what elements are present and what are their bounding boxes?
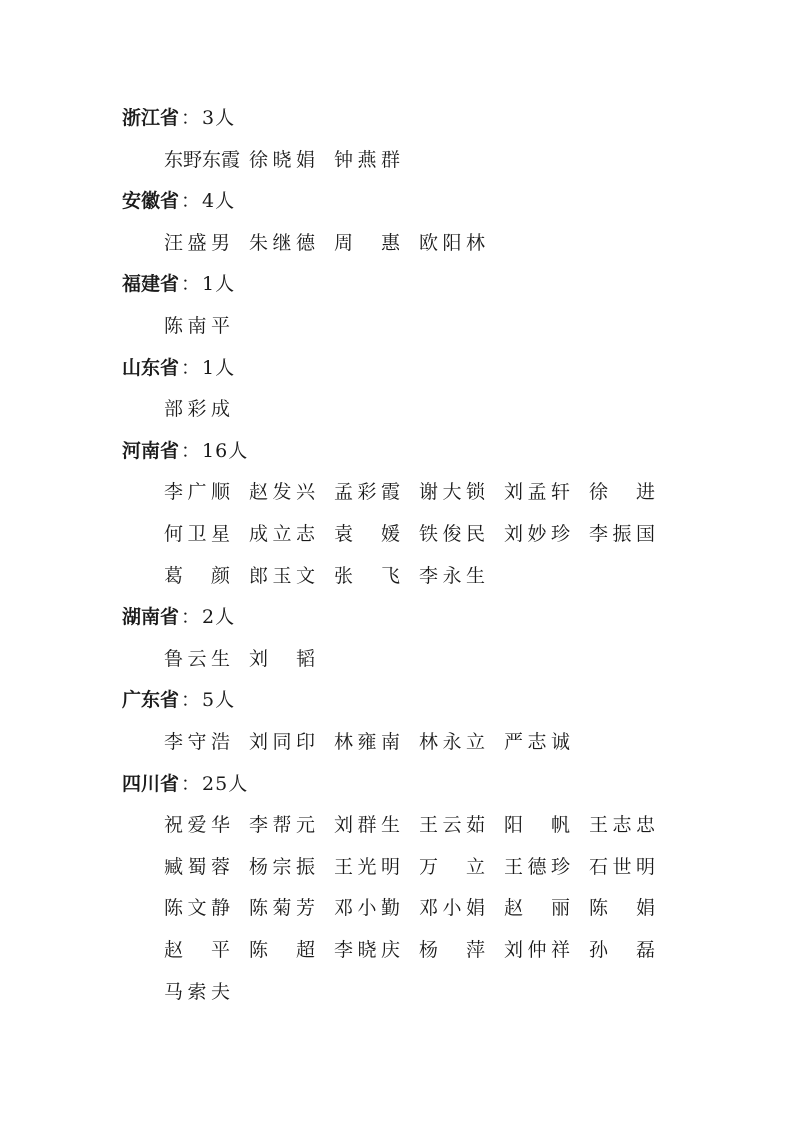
province-heading	[122, 602, 235, 632]
person-name: 杨 宗 振	[249, 855, 315, 878]
person-count: 1人	[202, 356, 236, 379]
person-name: 陈 超	[249, 939, 315, 961]
province-heading	[122, 685, 235, 715]
person-count: 16人	[202, 439, 249, 462]
person-name: 李 晓 庆	[334, 939, 400, 961]
person-name: 林 永 立	[419, 731, 485, 753]
person-count: 1人	[202, 273, 236, 296]
province-name: 浙江省	[122, 107, 180, 129]
person-name: 陈 娟	[589, 897, 655, 920]
person-name: 刘 妙 珍	[504, 523, 570, 545]
person-name: 林 雍 南	[334, 731, 400, 753]
person-name: 欧 阳 林	[419, 231, 485, 254]
person-count: 3人	[202, 107, 236, 129]
colon: ：	[181, 356, 201, 379]
person-name: 李 永 生	[419, 564, 485, 587]
person-name: 葛 颜	[164, 564, 230, 587]
person-name: 孟 彩 霞	[334, 481, 400, 504]
colon: ：	[181, 190, 201, 213]
person-name: 钟 燕 群	[334, 148, 400, 171]
colon: ：	[181, 273, 201, 296]
person-name: 孙 磊	[589, 939, 655, 961]
person-name: 邓 小 勤	[334, 897, 400, 920]
person-name: 铁 俊 民	[419, 523, 485, 545]
person-name: 朱 继 德	[249, 231, 315, 254]
colon: ：	[181, 689, 201, 712]
person-name: 刘 同 印	[249, 731, 315, 753]
province-heading	[122, 353, 235, 383]
person-name: 何 卫 星	[164, 523, 230, 545]
person-name: 王 云 茹	[419, 814, 485, 837]
person-count: 5人	[202, 689, 236, 712]
person-name: 赵 丽	[504, 897, 570, 920]
person-name: 李 守 浩	[164, 731, 230, 753]
person-name: 赵 发 兴	[249, 481, 315, 504]
person-name: 徐 进	[589, 481, 655, 504]
person-name: 李 广 顺	[164, 481, 230, 504]
person-name: 成 立 志	[249, 523, 315, 545]
person-name: 陈 菊 芳	[249, 897, 315, 920]
person-name: 周 惠	[334, 231, 400, 254]
person-name: 阳 帆	[504, 814, 570, 837]
person-name: 李 振 国	[589, 523, 655, 545]
province-name: 四川省	[122, 772, 180, 795]
colon: ：	[181, 606, 201, 629]
person-name: 东 野 东 霞	[164, 148, 241, 171]
person-name: 郎 玉 文	[249, 564, 315, 587]
colon: ：	[181, 772, 201, 795]
person-name: 刘 群 生	[334, 814, 400, 837]
person-name: 马 索 夫	[164, 980, 230, 1003]
person-name: 谢 大 锁	[419, 481, 485, 504]
province-name: 安徽省	[122, 190, 180, 213]
person-name: 王 光 明	[334, 855, 400, 878]
province-name: 湖南省	[122, 606, 180, 629]
person-name: 袁 媛	[334, 523, 400, 545]
person-name: 王 德 珍	[504, 855, 570, 878]
person-name: 赵 平	[164, 939, 230, 961]
person-name: 陈 南 平	[164, 315, 230, 337]
province-heading	[122, 436, 248, 466]
province-heading	[122, 186, 235, 216]
colon: ：	[181, 107, 201, 129]
person-count: 4人	[202, 190, 236, 213]
person-name: 李 帮 元	[249, 814, 315, 837]
person-count: 2人	[202, 606, 236, 629]
person-name: 刘 仲 祥	[504, 939, 570, 961]
person-name: 臧 蜀 蓉	[164, 855, 230, 878]
colon: ：	[181, 439, 201, 462]
person-name: 邓 小 娟	[419, 897, 485, 920]
person-name: 陈 文 静	[164, 897, 230, 920]
province-heading	[122, 269, 235, 299]
person-name: 徐 晓 娟	[249, 148, 315, 171]
person-name: 部 彩 成	[164, 398, 230, 421]
person-name: 石 世 明	[589, 855, 655, 878]
person-name: 严 志 诚	[504, 731, 570, 753]
person-name: 汪 盛 男	[164, 231, 230, 254]
person-name: 万 立	[419, 855, 485, 878]
person-name: 张 飞	[334, 564, 400, 587]
person-name: 鲁 云 生	[164, 647, 230, 670]
person-name: 杨 萍	[419, 939, 485, 961]
province-name: 山东省	[122, 356, 180, 379]
person-name: 祝 爱 华	[164, 814, 230, 837]
person-name: 刘 韬	[249, 647, 315, 670]
person-name: 王 志 忠	[589, 814, 655, 837]
province-name: 河南省	[122, 439, 180, 462]
province-name: 广东省	[122, 689, 180, 712]
province-name: 福建省	[122, 273, 180, 296]
person-count: 25人	[202, 772, 249, 795]
person-name: 刘 孟 轩	[504, 481, 570, 504]
province-heading	[122, 103, 235, 133]
province-heading	[122, 769, 248, 799]
